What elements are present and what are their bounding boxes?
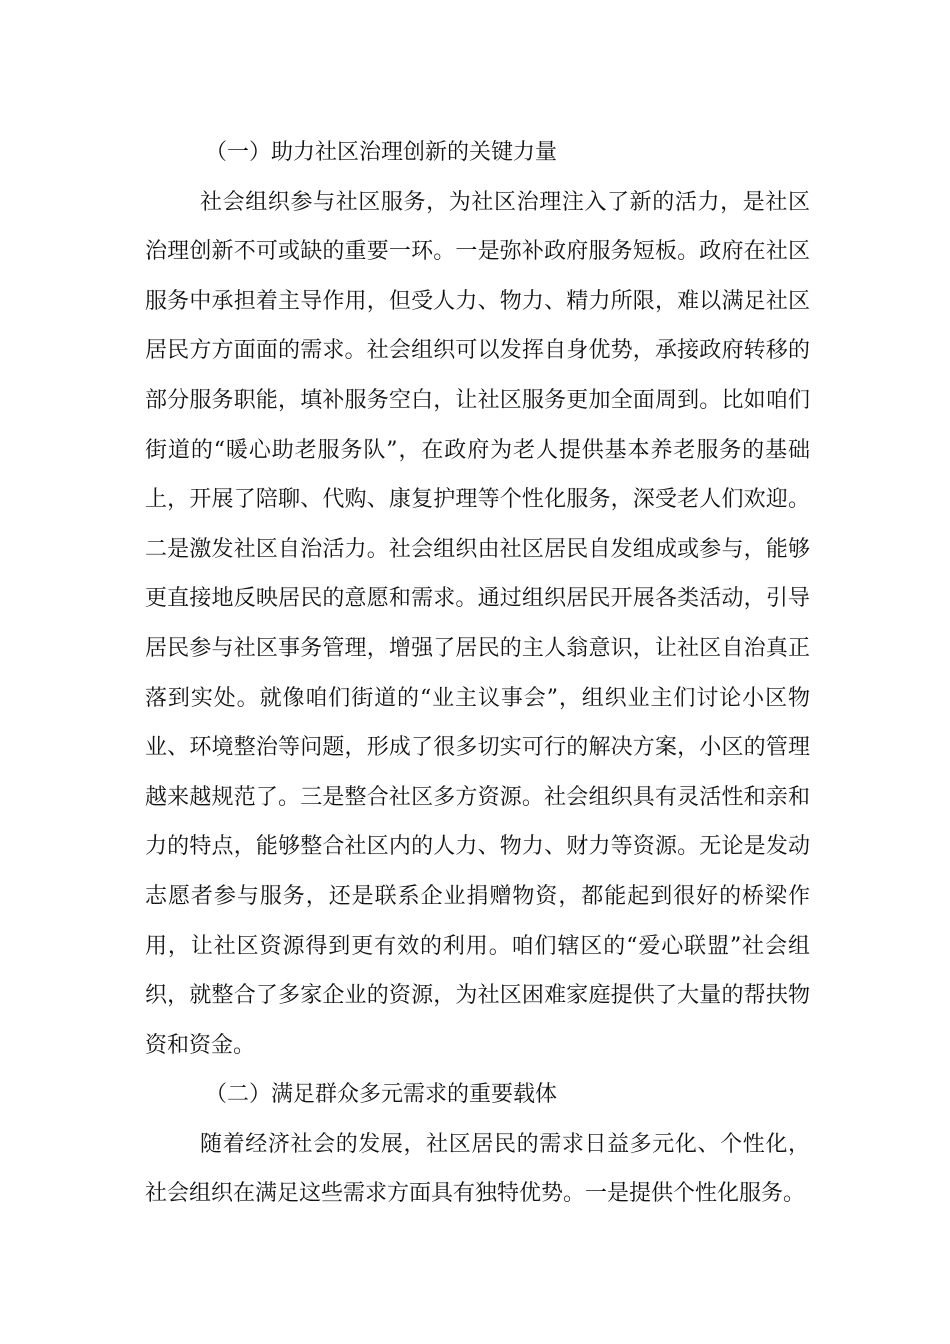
body-paragraph-1: 社会组织参与社区服务，为社区治理注入了新的活力，是社区治理创新不可或缺的重要一环。一是弥补政府服务短板。政府在社区服务中承担着主导作用，但受人力、物力、精力所限，难以满足社区居民方方面面的需求。社会组织可以发挥自身优势，承接政府转移的部分服务职能，填补服务空白，让社区服务更加全面周到。比如咱们街道的“暖心助老服务队”，在政府为老人提供基本养老服务的基础上，开展了陪聊、代购、康复护理等个性化服务，深受老人们欢迎。二是激发社区自治活力。社会组织由社区居民自发组成或参与，能够更直接地反映居民的意愿和需求。通过组织居民开展各类活动，引导居民参与社区事务管理，增强了居民的主人翁意识，让社区自治真正落到实处。就像咱们街道的“业主议事会”，组织业主们讨论小区物业、环境整治等问题，形成了很多切实可行的解决方案，小区的管理越来越规范了。三是整合社区多方资源。社会组织具有灵活性和亲和力的特点，能够整合社区内的人力、物力、财力等资源。无论是发动志愿者参与服务，还是联系企业捐赠物资，都能起到很好的桥梁作用，让社区资源得到更有效的利用。咱们辖区的“爱心联盟”社会组织，就整合了多家企业的资源，为社区困难家庭提供了大量的帮扶物资和资金。 <box>145 189 810 1058</box>
section-heading-2: （二）满足群众多元需求的重要载体 <box>205 1082 558 1108</box>
section-heading-1: （一）助力社区治理创新的关键力量 <box>205 140 558 165</box>
body-paragraph-2: 随着经济社会的发展，社区居民的需求日益多元化、个性化，社会组织在满足这些需求方面具有独特优势。一是提供个性化服务。 <box>145 1131 810 1207</box>
document-body <box>145 128 810 1219</box>
